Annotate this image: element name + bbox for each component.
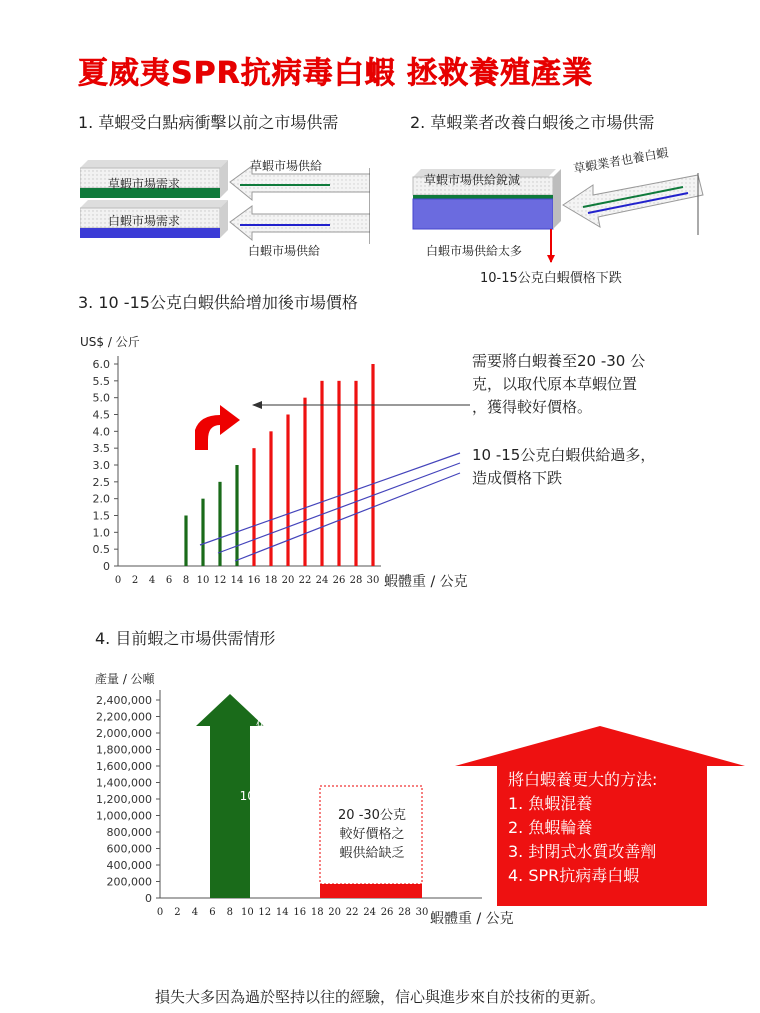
chart2-xlabel: 蝦體重 / 公克 <box>430 911 514 927</box>
y-tick-label: 800,000 <box>106 826 152 839</box>
oversupply-label: 白蝦市場供給太多 <box>426 244 523 258</box>
premium-size-bar <box>320 884 422 898</box>
y-tick-label: 4.5 <box>92 408 110 422</box>
x-tick-label: 30 <box>366 575 380 586</box>
note-oversupply: 10 -15公克白蝦供給過多， 造成價格下跌 <box>472 446 656 487</box>
y-tick-label: 1,400,000 <box>96 776 152 790</box>
x-tick-label: 0 <box>156 907 164 918</box>
y-tick-label: 200,000 <box>106 875 152 889</box>
section2-heading: 2. 草蝦業者改養白蝦後之市場供需 <box>410 113 655 132</box>
x-tick-label: 4 <box>148 575 156 586</box>
methods-title: 將白蝦養更大的方法: <box>508 770 658 789</box>
supply-drop-label: 草蝦市場供給銳減 <box>424 173 521 187</box>
section1-diagram <box>80 150 370 260</box>
x-tick-label: 24 <box>363 907 376 918</box>
method-item: 3. 封閉式水質改善劑 <box>508 842 657 861</box>
y-tick-label: 0 <box>145 892 152 905</box>
farmers-switch-label: 草蝦業者也養白蝦 <box>572 145 670 177</box>
x-tick-label: 16 <box>247 575 261 586</box>
x-tick-label: 20 <box>281 575 295 586</box>
annotation-lines <box>180 395 470 565</box>
supply-label-2: 白蝦市場供給 <box>248 244 321 258</box>
arrow-left-icon <box>252 401 262 409</box>
y-tick-label: 600,000 <box>106 842 152 856</box>
x-tick-label: 14 <box>230 575 244 586</box>
x-tick-label: 12 <box>258 907 272 918</box>
y-tick-label: 2,200,000 <box>96 710 152 724</box>
x-tick-label: 0 <box>114 575 122 586</box>
note-larger-shrimp: 需要將白蝦養至20 -30 公 克，以取代原本草蝦位置 ，獲得較好價格。 <box>472 352 646 416</box>
x-tick-label: 20 <box>328 907 342 918</box>
x-tick-label: 4 <box>191 907 199 918</box>
y-tick-label: 5.0 <box>92 391 110 405</box>
y-tick-label: 3.0 <box>92 459 110 472</box>
section3-heading: 3. 10 -15公克白蝦供給增加後市場價格 <box>78 293 358 312</box>
x-tick-label: 28 <box>349 575 363 586</box>
x-tick-label: 26 <box>380 907 394 918</box>
method-item: 2. 魚蝦輪養 <box>508 818 593 837</box>
x-tick-label: 8 <box>182 575 190 586</box>
x-tick-label: 24 <box>315 575 329 586</box>
y-tick-label: 400,000 <box>106 859 152 872</box>
x-tick-label: 6 <box>209 907 216 918</box>
y-tick-label: 3.5 <box>92 442 110 456</box>
green-arrow-text: 市場供給集中於 10-15 公克白蝦 <box>239 690 275 861</box>
y-tick-label: 2.0 <box>92 492 110 506</box>
y-tick-label: 1.0 <box>92 526 110 540</box>
section4-heading: 4. 目前蝦之市場供需情形 <box>95 629 276 648</box>
method-item: 1. 魚蝦混養 <box>508 794 593 813</box>
x-tick-label: 30 <box>415 907 429 918</box>
x-tick-label: 8 <box>226 907 234 918</box>
x-tick-label: 10 <box>196 575 210 586</box>
y-tick-label: 2,400,000 <box>96 694 152 707</box>
y-tick-label: 5.5 <box>92 374 110 388</box>
x-tick-label: 28 <box>398 907 411 918</box>
demand-label-2: 白蝦市場需求 <box>108 214 181 228</box>
chart1-xlabel: 蝦體重 / 公克 <box>384 574 468 590</box>
y-tick-label: 1,800,000 <box>96 743 152 757</box>
supply-label-1: 草蝦市場供給 <box>250 159 323 173</box>
chart1-ylabel: US$ / 公斤 <box>80 335 140 349</box>
y-tick-label: 4.0 <box>92 425 110 439</box>
x-tick-label: 18 <box>310 907 324 918</box>
x-tick-label: 2 <box>174 907 181 918</box>
curved-arrow-icon <box>195 405 240 450</box>
footer-text: 損失大多因為過於堅持以往的經驗，信心與進步來自於技術的更新。 <box>154 988 605 1006</box>
y-tick-label: 2,000,000 <box>96 727 152 740</box>
x-tick-label: 18 <box>264 575 278 586</box>
x-tick-label: 10 <box>240 907 254 918</box>
methods-list <box>508 768 657 888</box>
y-tick-label: 2.5 <box>92 475 110 489</box>
x-tick-label: 22 <box>345 907 359 918</box>
supply-chart <box>90 680 490 920</box>
x-tick-label: 16 <box>293 907 307 918</box>
section1-heading: 1. 草蝦受白點病衝擊以前之市場供需 <box>78 113 339 132</box>
x-tick-label: 26 <box>332 575 346 586</box>
demand-label-1: 草蝦市場需求 <box>108 177 181 191</box>
x-tick-label: 2 <box>131 575 139 586</box>
price-drop-label: 10-15公克白蝦價格下跌 <box>480 271 622 286</box>
y-tick-label: 1,600,000 <box>96 760 152 773</box>
page-title: 夏威夷SPR抗病毒白蝦 拯救養殖產業 <box>78 56 594 91</box>
y-tick-label: 1,200,000 <box>96 793 152 806</box>
y-tick-label: 6.0 <box>92 358 110 371</box>
y-tick-label: 1.5 <box>92 509 110 523</box>
y-tick-label: 0 <box>103 560 110 573</box>
chart2-ylabel: 產量 / 公噸 <box>95 672 155 686</box>
x-tick-label: 12 <box>213 575 227 586</box>
x-tick-label: 22 <box>298 575 312 586</box>
dotted-box-text: 20 -30公克 較好價格之 蝦供給缺乏 <box>338 808 406 861</box>
y-tick-label: 1,000,000 <box>96 809 152 823</box>
x-tick-label: 6 <box>165 575 173 586</box>
x-tick-label: 14 <box>275 907 289 918</box>
y-tick-label: 0.5 <box>92 543 110 557</box>
method-item: 4. SPR抗病毒白蝦 <box>508 866 640 885</box>
